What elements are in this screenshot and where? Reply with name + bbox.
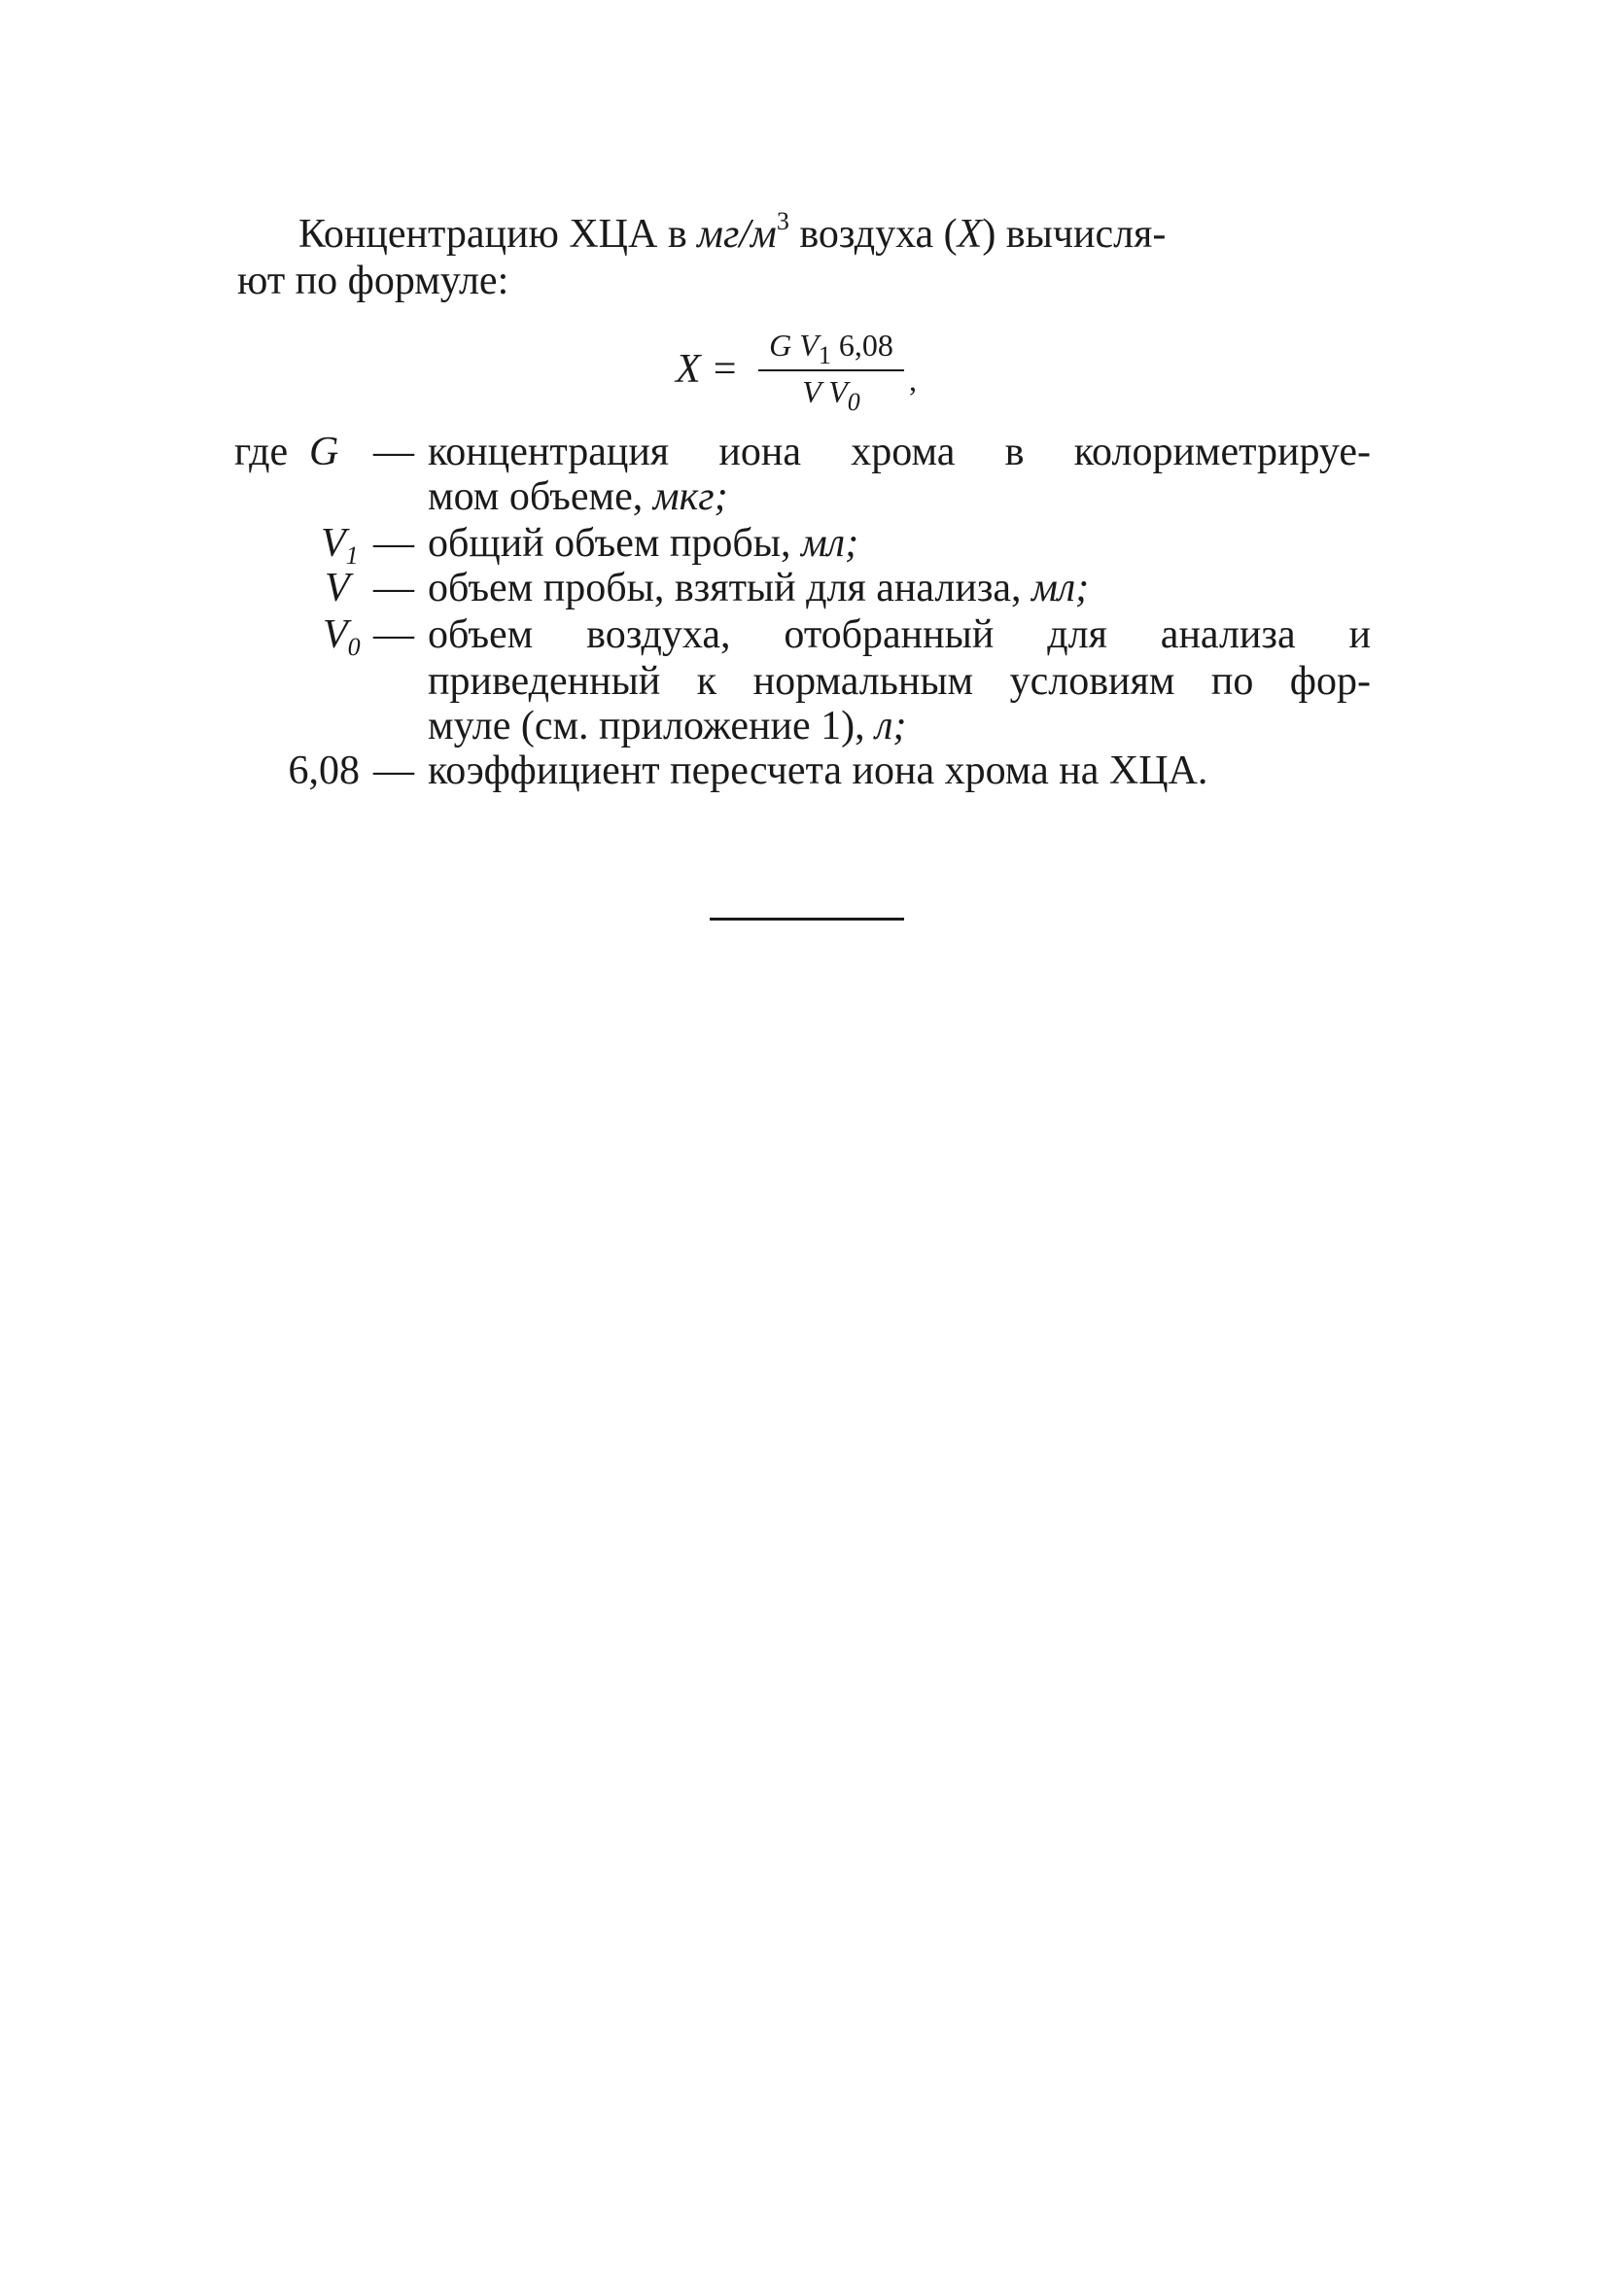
section-divider-rule [710,918,904,921]
unit-mkg: мкг; [652,474,728,519]
where-label: где [234,430,289,474]
intro-line-1 [298,207,1167,259]
def-symbol-v: V [325,566,350,610]
formula-numerator: G $V_1$ 6,08 [769,328,893,369]
def-dash-v0: — [373,612,414,657]
intro-line-2: ют по формуле: [237,259,509,303]
def-dash-coef: — [373,748,414,793]
def-symbol-v0: $V_0$ [323,612,361,661]
def-dash-v1: — [373,521,414,566]
def-symbol-coef: 6,08 [288,748,360,793]
def-g-line-1: концентрация иона хрома в колориметрируе- [428,430,1371,474]
def-v0-line-3: муле (см. приложение 1), л; [428,704,907,748]
var-x: X [957,212,983,257]
unit-mg-m3: мг/м [697,212,777,257]
def-dash-g: — [373,430,414,474]
def-v0-line-2: приведенный к нормальным условиям по фор- [428,659,1371,704]
intro-text-2: воздуха ( [788,212,958,257]
def-symbol-v1: $V_1$ [321,521,359,570]
def-symbol-g: G [309,430,339,474]
fraction-bar [758,369,904,371]
formula-comma: , [909,363,917,398]
formula-denominator: V $V_0$ [802,374,860,416]
def-coef-line: коэффициент пересчета иона хрома на ХЦА. [428,748,1208,793]
intro-text: Концентрацию ХЦА в [298,212,698,257]
unit-exponent: 3 [776,207,789,235]
def-g-line-2: мом объеме, мкг; [428,474,728,519]
def-v1-line: общий объем пробы, мл; [428,521,859,566]
unit-ml: мл; [801,521,859,566]
def-v-line: объем пробы, взятый для анализа, мл; [428,566,1090,610]
def-v0-line-1: объем воздуха, отобранный для анализа и [428,612,1371,657]
formula-lhs: X = [676,347,739,392]
unit-l: л; [875,704,907,748]
def-dash-v: — [373,566,414,610]
formula [676,321,938,418]
unit-ml: мл; [1031,566,1090,610]
intro-text-3: ) вычисля- [982,212,1167,257]
